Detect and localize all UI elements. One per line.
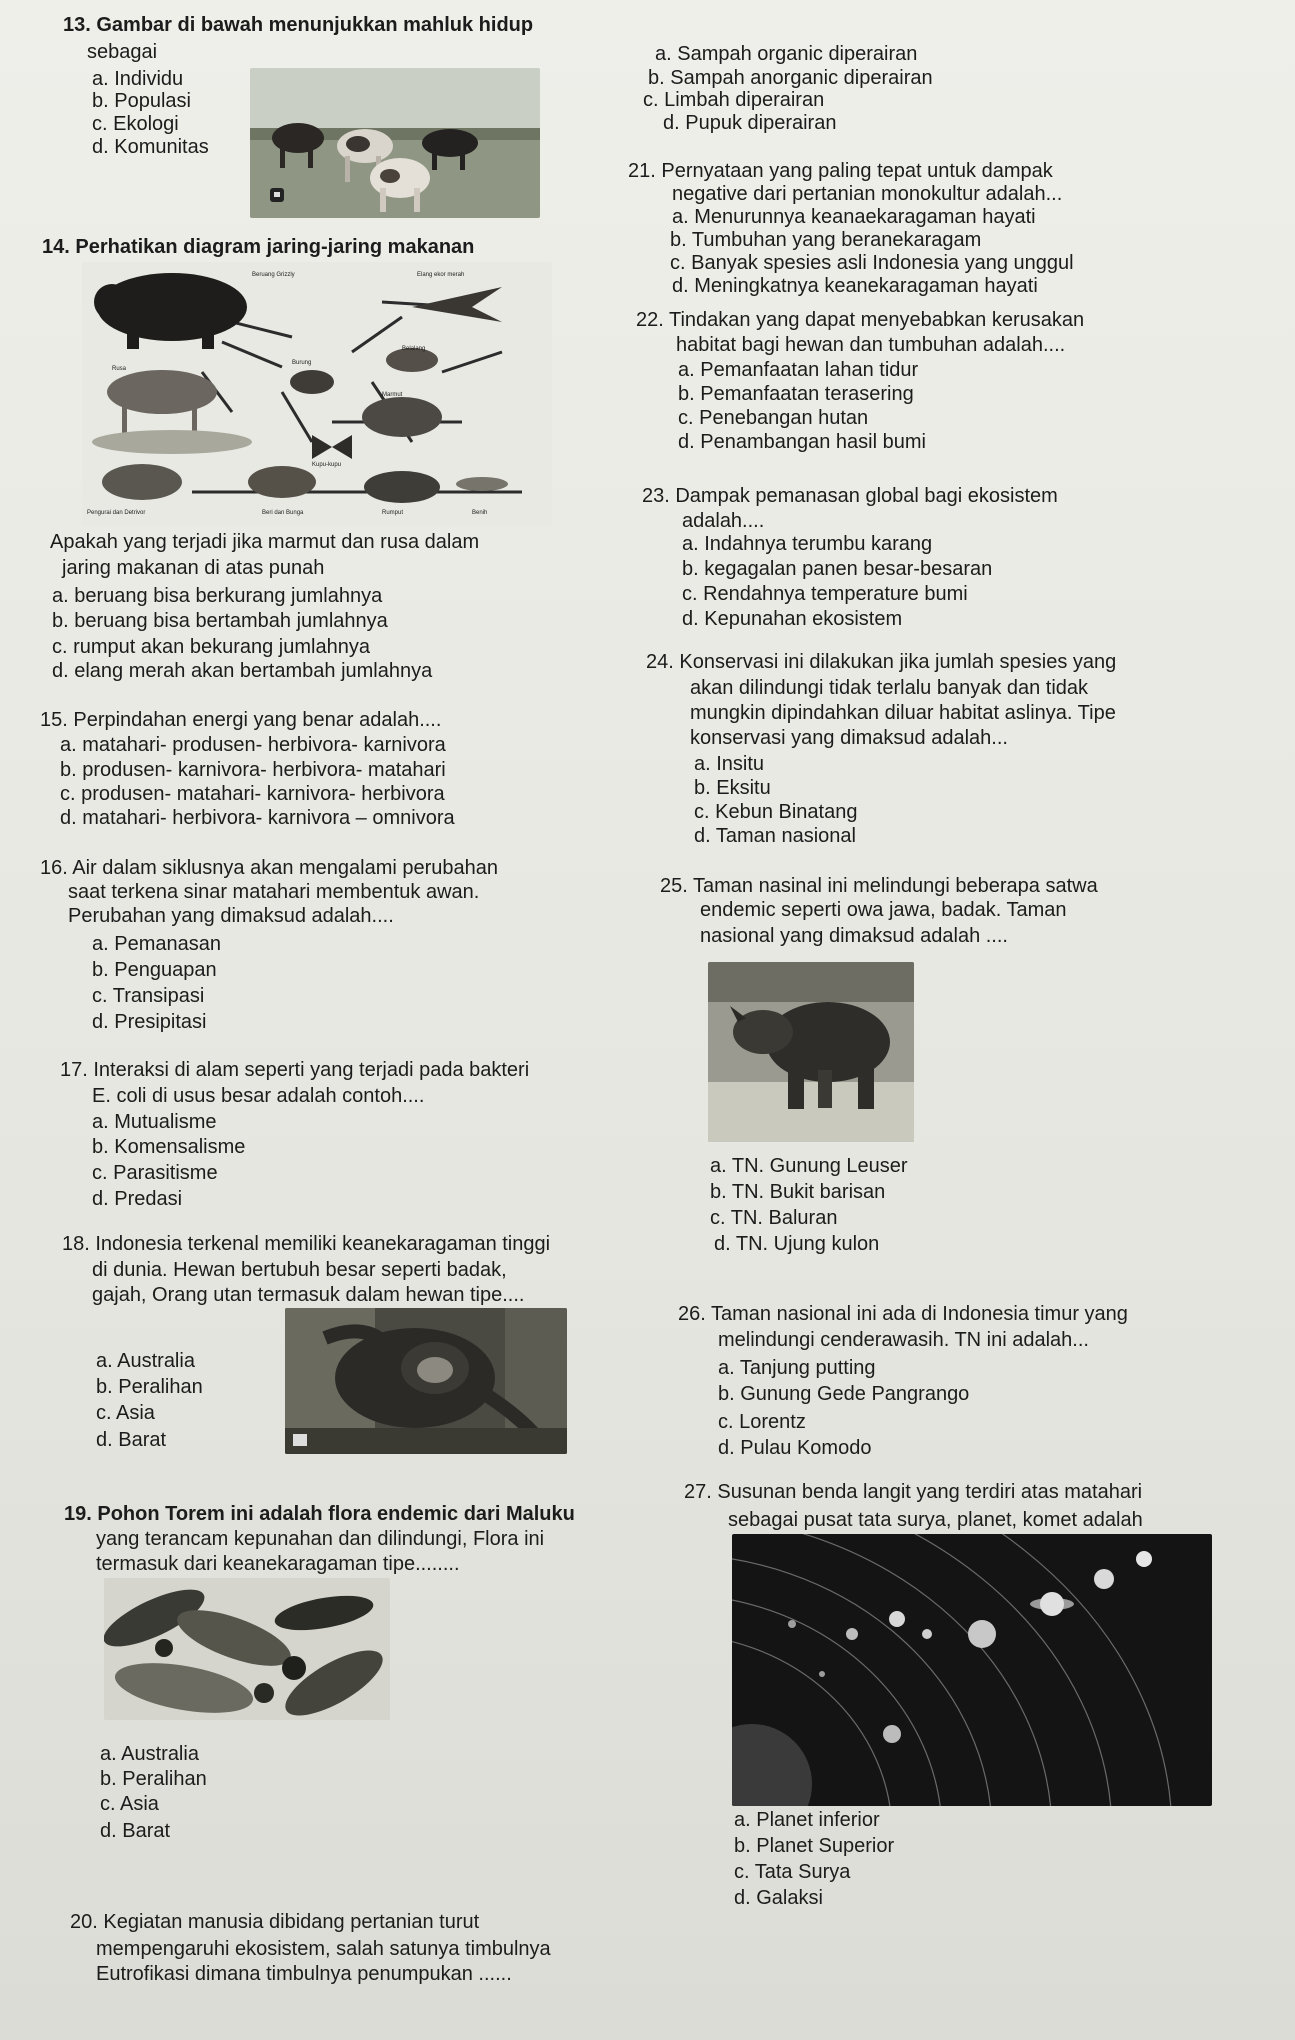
label-elang: Elang ekor merah [417,272,465,278]
q24-stem-2: akan dilindungi tidak terlalu banyak dan tidak [690,677,1089,699]
q19-option-c: c. Asia [100,1793,159,1815]
q25-stem-3: nasional yang dimaksud adalah .... [700,925,1008,947]
q16-stem-1: 16. Air dalam siklusnya akan mengalami perubahan [40,857,499,879]
q20-stem-1: 20. Kegiatan manusia dibidang pertanian turut [70,1911,480,1933]
q22-stem-2: habitat bagi hewan dan tumbuhan adalah.... [676,334,1066,356]
q24-option-a: a. Insitu [694,753,765,775]
q13-cow-herd-photo [250,68,540,218]
q19-option-b: b. Peralihan [100,1768,207,1790]
q14-stem: 14. Perhatikan diagram jaring-jaring makanan [42,236,475,258]
q26-stem-1: 26. Taman nasional ini ada di Indonesia timur yang [678,1303,1128,1325]
q17-option-a: a. Mutualisme [92,1111,217,1133]
q16-option-d: d. Presipitasi [92,1011,207,1033]
q19-torem-tree-photo [104,1578,390,1720]
label-marmut: Marmut [382,392,403,398]
q17-option-c: c. Parasitisme [92,1162,218,1184]
q20-stem-3: Eutrofikasi dimana timbulnya penumpukan ...... [96,1963,512,1985]
q14-question-2: jaring makanan di atas punah [62,557,325,579]
q27-option-d: d. Galaksi [734,1887,823,1909]
q14-option-a: a. beruang bisa berkurang jumlahnya [52,585,383,607]
q18-orangutan-photo [285,1308,567,1454]
q22-stem-1: 22. Tindakan yang dapat menyebabkan kerusakan [636,309,1085,331]
q15-option-d: d. matahari- herbivora- karnivora – omnivora [60,807,455,829]
q14-food-web-diagram [82,262,552,526]
q25-option-c: c. TN. Baluran [710,1207,838,1229]
q26-option-d: d. Pulau Komodo [718,1437,872,1459]
q20-option-a: a. Sampah organic diperairan [655,43,918,65]
q15-stem: 15. Perpindahan energi yang benar adalah.... [40,709,442,731]
q20-option-d: d. Pupuk diperairan [663,112,837,134]
q24-option-c: c. Kebun Binatang [694,801,858,823]
q13-option-b: b. Populasi [92,90,191,112]
q27-stem-1: 27. Susunan benda langit yang terdiri atas matahari [684,1481,1143,1503]
q16-stem-3: Perubahan yang dimaksud adalah.... [68,905,394,927]
q18-stem-3: gajah, Orang utan termasuk dalam hewan tipe.... [92,1284,525,1306]
q21-stem-1: 21. Pernyataan yang paling tepat untuk dampak [628,160,1053,182]
q19-stem-2: yang terancam kepunahan dan dilindungi, Flora ini [96,1528,545,1550]
q23-option-b: b. kegagalan panen besar-besaran [682,558,993,580]
q17-option-b: b. Komensalisme [92,1136,246,1158]
q24-option-d: d. Taman nasional [694,825,856,847]
q25-option-d: d. TN. Ujung kulon [714,1233,880,1255]
q25-rhino-photo [708,962,914,1142]
q14-option-d: d. elang merah akan bertambah jumlahnya [52,660,433,682]
label-rusa: Rusa [112,366,127,372]
q18-option-a: a. Australia [96,1350,195,1372]
q14-option-b: b. beruang bisa bertambah jumlahnya [52,610,388,632]
q24-option-b: b. Eksitu [694,777,771,799]
q23-option-a: a. Indahnya terumbu karang [682,533,933,555]
q22-option-b: b. Pemanfaatan terasering [678,383,914,405]
q26-option-a: a. Tanjung putting [718,1357,876,1379]
label-rumput: Rumput [382,510,404,516]
q17-stem-2: E. coli di usus besar adalah contoh.... [92,1085,425,1107]
q21-stem-2: negative dari pertanian monokultur adalah... [672,183,1063,205]
q17-stem-1: 17. Interaksi di alam seperti yang terjadi pada bakteri [60,1059,530,1081]
q25-stem-1: 25. Taman nasinal ini melindungi beberapa satwa [660,875,1098,897]
q25-stem-2: endemic seperti owa jawa, badak. Taman [700,899,1067,921]
label-beri: Beri dan Bunga [262,510,304,516]
q14-question-1: Apakah yang terjadi jika marmut dan rusa dalam [50,531,480,553]
q19-stem-3: termasuk dari keanekaragaman tipe........ [96,1553,460,1575]
q13-option-a: a. Individu [92,68,184,90]
q16-option-a: a. Pemanasan [92,933,221,955]
q22-option-a: a. Pemanfaatan lahan tidur [678,359,919,381]
q23-stem-1: 23. Dampak pemanasan global bagi ekosistem [642,485,1058,507]
q26-option-c: c. Lorentz [718,1411,806,1433]
q15-option-c: c. produsen- matahari- karnivora- herbivora [60,783,445,805]
q18-stem-1: 18. Indonesia terkenal memiliki keanekaragaman tinggi [62,1233,551,1255]
q22-option-c: c. Penebangan hutan [678,407,869,429]
q21-option-c: c. Banyak spesies asli Indonesia yang unggul [670,252,1074,274]
q18-stem-2: di dunia. Hewan bertubuh besar seperti badak, [92,1259,507,1281]
q19-stem-1: 19. Pohon Torem ini adalah flora endemic dari Maluku [64,1503,575,1525]
q21-option-d: d. Meningkatnya keanekaragaman hayati [672,275,1038,297]
q22-option-d: d. Penambangan hasil bumi [678,431,926,453]
q13-option-c: c. Ekologi [92,113,179,135]
q23-option-d: d. Kepunahan ekosistem [682,608,903,630]
label-beruang: Beruang Grizzly [252,272,295,278]
q19-option-d: d. Barat [100,1820,171,1842]
label-benih: Benih [472,510,488,516]
q24-stem-3: mungkin dipindahkan diluar habitat aslinya. Tipe [690,702,1116,724]
q26-stem-2: melindungi cenderawasih. TN ini adalah... [718,1329,1089,1351]
q14-option-c: c. rumput akan bekurang jumlahnya [52,636,370,658]
q15-option-b: b. produsen- karnivora- herbivora- matahari [60,759,446,781]
q25-option-b: b. TN. Bukit barisan [710,1181,886,1203]
q27-solar-system-photo [732,1534,1212,1806]
q26-option-b: b. Gunung Gede Pangrango [718,1383,970,1405]
q18-option-b: b. Peralihan [96,1376,203,1398]
q19-option-a: a. Australia [100,1743,199,1765]
q15-option-a: a. matahari- produsen- herbivora- karnivora [60,734,446,756]
q23-stem-2: adalah.... [682,510,765,532]
q20-option-b: b. Sampah anorganic diperairan [648,67,933,89]
q16-option-c: c. Transipasi [92,985,205,1007]
q20-option-c: c. Limbah diperairan [643,89,825,111]
q27-option-a: a. Planet inferior [734,1809,880,1831]
q27-stem-2: sebagai pusat tata surya, planet, komet adalah [728,1509,1143,1531]
q13-stem: 13. Gambar di bawah menunjukkan mahluk hidup [63,14,534,36]
q24-stem-4: konservasi yang dimaksud adalah... [690,727,1008,749]
q13-option-d: d. Komunitas [92,136,209,158]
q21-option-b: b. Tumbuhan yang beranekaragam [670,229,982,251]
label-pengurai: Pengurai dan Detrivor [87,510,146,516]
q21-option-a: a. Menurunnya keanaekaragaman hayati [672,206,1036,228]
label-kupu: Kupu-kupu [312,462,342,468]
q20-stem-2: mempengaruhi ekosistem, salah satunya timbulnya [96,1938,551,1960]
q16-stem-2: saat terkena sinar matahari membentuk awan. [68,881,480,903]
label-burung: Burung [292,360,312,366]
q24-stem-1: 24. Konservasi ini dilakukan jika jumlah spesies yang [646,651,1117,673]
q23-option-c: c. Rendahnya temperature bumi [682,583,968,605]
q25-option-a: a. TN. Gunung Leuser [710,1155,908,1177]
q17-option-d: d. Predasi [92,1188,183,1210]
q27-option-b: b. Planet Superior [734,1835,895,1857]
q13-stem-2: sebagai [87,41,158,63]
q27-option-c: c. Tata Surya [734,1861,851,1883]
label-belalang: Belalang [402,346,426,352]
q16-option-b: b. Penguapan [92,959,217,981]
q18-option-d: d. Barat [96,1429,167,1451]
q18-option-c: c. Asia [96,1402,155,1424]
